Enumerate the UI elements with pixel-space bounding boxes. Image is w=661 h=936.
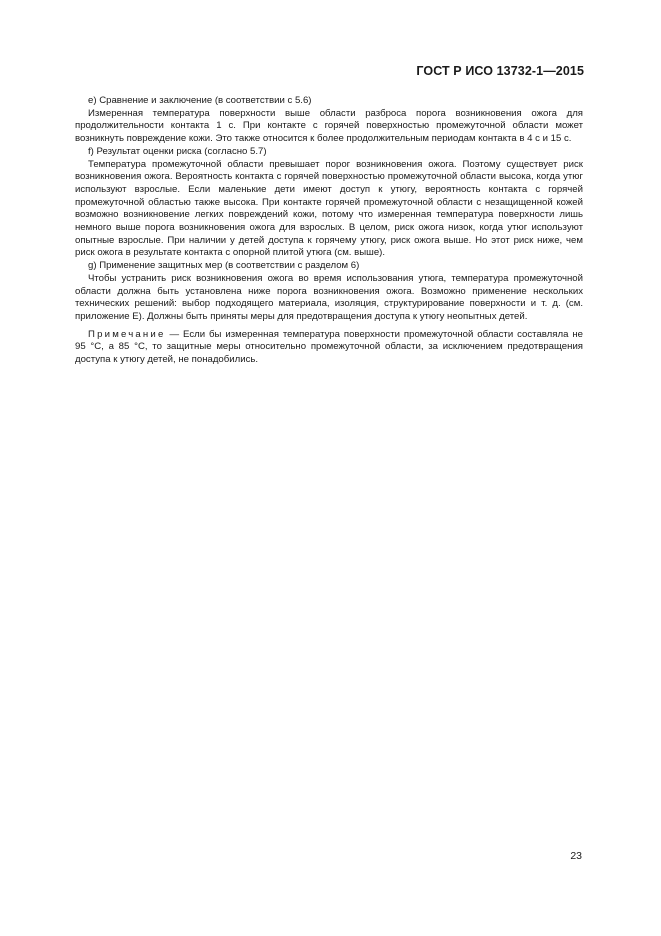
note-paragraph xyxy=(75,329,583,367)
item-g-heading: g) Применение защитных мер (в соответствии с разделом 6) xyxy=(88,260,360,272)
document-body xyxy=(75,95,583,367)
item-e-paragraph: Измеренная температура поверхности выше области разброса порога возникновения ожога для продолжительности контакта 1 с. При контакте с горячей поверхностью промежуточной области может возникнуть повреждение кожи. Это также относится к более продолжительным периодам контакта в 4 с и 15 с. xyxy=(75,107,583,145)
item-g-paragraph: Чтобы устранить риск возникновения ожога во время использования утюга, температура промежуточной области должна быть установлена ниже порога возникновения ожога. Возможно применение нескольких технических решений: выбор подходящего материала, изоляция, структурирование поверхности и т. д. (см. приложение Е). Должны быть приняты меры для предотвращения доступа к утюгу неопытных детей. xyxy=(75,272,583,322)
note-text: — Если бы измеренная температура поверхности промежуточной области составляла не 95 °С, а 85 °С, то защитные меры относительно промежуточной области, за исключением предотвращения доступа к утюгу детей, не понадобились. xyxy=(75,328,583,366)
note-label: Примечание xyxy=(88,328,166,340)
item-e-heading: e) Сравнение и заключение (в соответствии с 5.6) xyxy=(88,95,312,106)
item-f-paragraph: Температура промежуточной области превышает порог возникновения ожога. Поэтому существует риск возникновения ожога. Вероятность контакта с горячей поверхностью промежуточной области высока, когда утюг используют взрослые. Если маленькие дети имеют доступ к утюгу, вероятность контакта с горячей промежуточной областью также высока. При контакте горячей промежуточной области с незащищенной кожей возможно возникновение легких повреждений кожи, потому что измеренная температура поверхности лишь немного выше порога возникновения ожога для взрослых. В целом, риск ожога низок, когда утюг используют опытные взрослые. При наличии у детей доступа к горячему утюгу, риск ожога выше. Но этот риск ниже, чем риск ожога в результате контакта с опорной плитой утюга (см. выше). xyxy=(75,158,583,259)
document-header: ГОСТ Р ИСО 13732-1—2015 xyxy=(416,64,584,78)
page-number: 23 xyxy=(570,850,582,862)
item-f-heading: f) Результат оценки риска (согласно 5.7) xyxy=(88,145,267,157)
